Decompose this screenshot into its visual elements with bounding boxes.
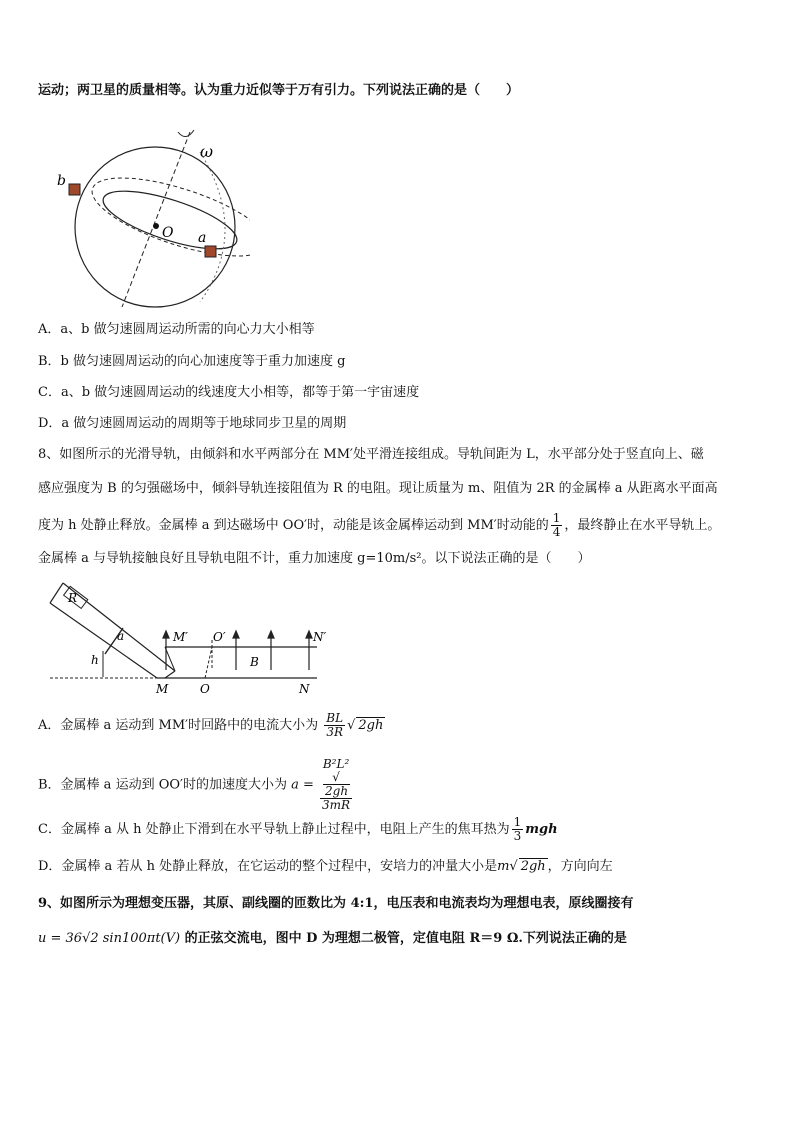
label-m: M [156,682,169,696]
intro-tail-text: 运动；两卫星的质量相等。认为重力近似等于万有引力。下列说法正确的是（ ） [38,83,520,98]
option-a-fraction [324,712,345,739]
resistor-r-label: R [68,591,78,605]
q8-line1: 8、如图所示的光滑导轨，由倾斜和水平两部分在 MM′处平滑连接组成。导轨间距为 L，水平部分处于竖直向上、磁 [38,447,704,462]
option-d-m: m [497,859,510,874]
q8-option-d: D．金属棒 a 若从 h 处静止释放，在它运动的整个过程中，安培力的冲量大小是m√ 2gh ，方向向左 [38,859,613,874]
label-o-prime: O′ [213,630,226,644]
label-m-prime: M′ [173,630,189,644]
q9-line1: 9、如图所示为理想变压器，其原、副线圈的匝数比为 4:1，电压表和电流表均为理想电表，原线圈接有 [38,896,634,911]
q8-line3-pre: 度为 h 处静止释放。金属棒 a 到达磁场中 OO′时，动能是该金属棒运动到 MM′时动能的 [38,518,549,533]
option-a-radicand: 2gh [358,718,384,733]
option-d-post: ，方向向左 [547,859,613,874]
option-b-radicand: 2gh [325,784,349,798]
q9-line2-text: 的正弦交流电，图中 D 为理想二极管，定值电阻 R＝9 Ω.下列说法正确的是 [180,931,627,946]
height-h-label: h [91,653,99,667]
q9-line2 [38,931,627,947]
q8-option-a: A．金属棒 a 运动到 MM′时回路中的电流大小为 $\frac{BL}{3R}$ √ 2gh [38,711,384,739]
q7-option-a: A．a、b 做匀速圆周运动所需的向心力大小相等 [38,322,315,337]
option-a-den: 3R [326,725,343,739]
q8-option-c [38,816,558,843]
omega-label: ω [200,142,214,161]
option-b-fraction [320,758,352,812]
satellite-b [69,184,80,195]
q8-line3 [38,512,720,539]
option-c-num: 1 [513,815,522,829]
rail-figure [45,578,345,698]
fraction-den: 4 [552,525,561,539]
label-n-prime: N′ [313,630,327,644]
label-n: N [299,682,310,696]
satellite-a [205,246,216,257]
q8-line3-post: ，最终静止在水平导轨上。 [564,518,721,533]
q7-option-d: D．a 做匀速圆周运动的周期等于地球同步卫星的周期 [38,416,347,431]
option-b-den: 3mR [322,798,351,812]
satellite-b-label: b [57,173,66,189]
q7-option-c: C．a、b 做匀速圆周运动的线速度大小相等，都等于第一宇宙速度 [38,385,420,400]
q8-option-b [38,758,354,812]
q7-option-b: B．b 做匀速圆周运动的向心加速度等于重力加速度 g [38,354,346,369]
field-b-label: B [250,655,259,669]
option-d-radicand: 2gh [520,859,546,874]
option-a-text: A．金属棒 a 运动到 MM′时回路中的电流大小为 [38,718,319,733]
rod-a-label: a [117,629,125,643]
center-o-label: O [162,225,174,241]
option-a-num: BL [326,711,344,725]
option-d-text: D．金属棒 a 若从 h 处静止释放，在它运动的整个过程中，安培力的冲量大小是 [38,859,498,874]
label-o: O [200,682,210,696]
satellite-orbit-figure [50,122,250,312]
option-c-den: 3 [513,829,522,843]
q8-line4: 金属棒 a 与导轨接触良好且导轨电阻不计，重力加速度 g=10m/s²。以下说法正确的是（ ） [38,551,591,566]
option-c-fraction [512,816,524,843]
option-b-num: B²L² √ 2gh [320,758,352,799]
quarter-fraction [551,512,563,539]
option-c-post: mgh [525,822,558,837]
option-b-text: B．金属棒 a 运动到 OO′时的加速度大小为 [38,777,287,793]
q8-line2: 感应强度为 B 的匀强磁场中，倾斜导轨连接阻值为 R 的电阻。现让质量为 m、阻值为 2R 的金属棒 a 从距离水平面高 [38,481,718,496]
fraction-num: 1 [552,511,561,525]
satellite-a-label: a [198,230,207,246]
option-b-num-pre: B²L² [322,757,350,771]
option-b-lhs: a = [291,777,314,793]
option-c-text: C．金属棒 a 从 h 处静止下滑到在水平导轨上静止过程中，电阻上产生的焦耳热为 [38,822,510,837]
q9-formula: u = 36√2 sin100πt(V) [38,931,181,946]
